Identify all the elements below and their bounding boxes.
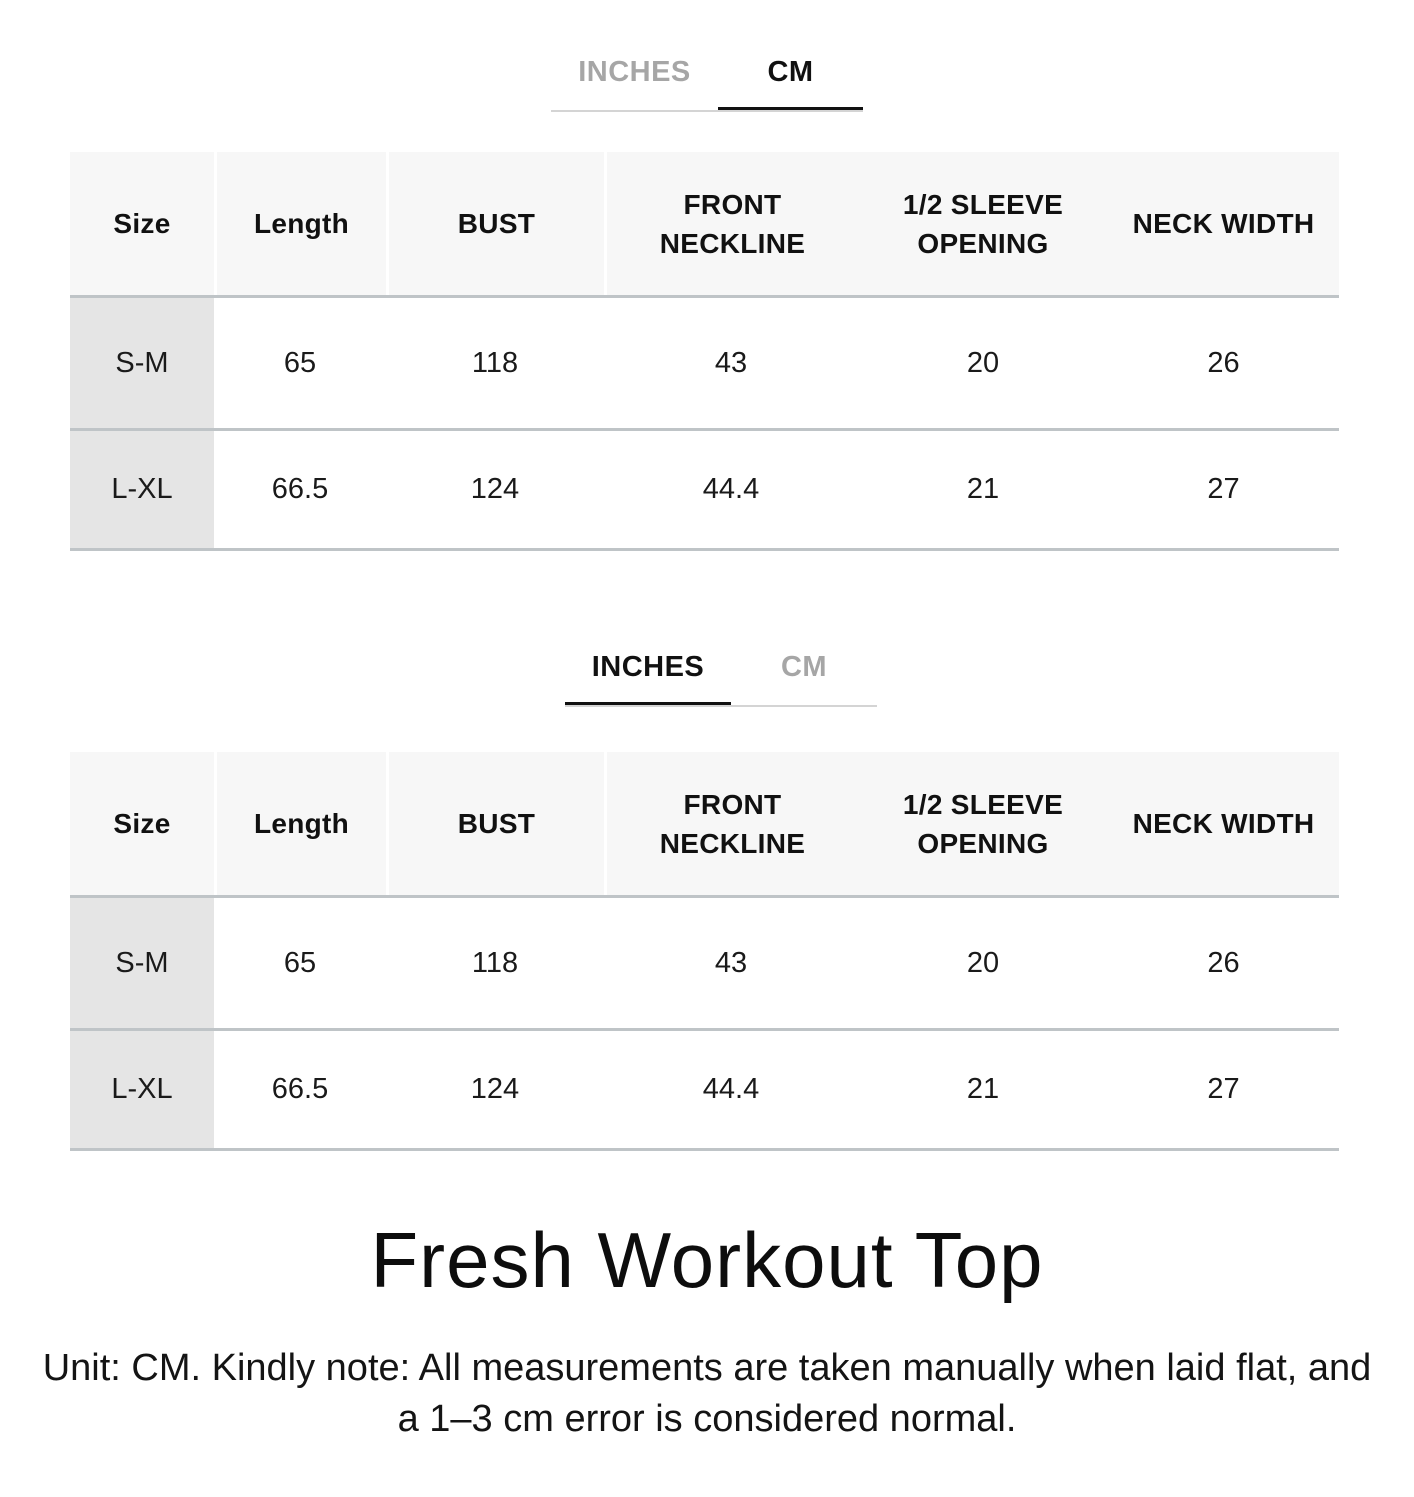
sleeve-opening-cell: 21 <box>966 473 1000 505</box>
header-bust: BUST <box>386 152 604 295</box>
table-row <box>70 1031 1339 1151</box>
length-cell: 65 <box>283 346 317 379</box>
table-header-row <box>70 152 1339 298</box>
size-chart-table <box>70 152 1339 551</box>
length-cell: 66.5 <box>271 1073 329 1105</box>
neck-width-cell: 27 <box>1207 473 1240 505</box>
unit-tabs <box>565 645 877 707</box>
size-cell: S-M <box>70 898 214 1028</box>
header-bust: BUST <box>386 752 604 895</box>
neck-width-cell: 27 <box>1207 1073 1240 1105</box>
table-header-row <box>70 752 1339 898</box>
measurement-note: Unit: CM. Kindly note: All measurements are taken manually when laid flat, and a 1–3 cm error is considered normal. <box>42 1347 1372 1440</box>
tab-cm[interactable]: CM <box>780 651 828 683</box>
header-neck-width: NECK WIDTH <box>1108 152 1339 295</box>
header-sleeve-opening: 1/2 SLEEVE OPENING <box>858 152 1108 295</box>
header-length: Length <box>214 752 386 895</box>
header-length: Length <box>214 152 386 295</box>
length-cell: 66.5 <box>271 473 329 505</box>
sleeve-opening-cell: 20 <box>966 346 1000 379</box>
bust-cell: 124 <box>470 473 520 505</box>
sleeve-opening-cell: 20 <box>966 946 1000 979</box>
front-neckline-cell: 44.4 <box>702 473 760 505</box>
table-row <box>70 298 1339 431</box>
size-cell: L-XL <box>70 1031 214 1148</box>
table-row <box>70 431 1339 551</box>
tab-cm[interactable]: CM <box>718 50 863 110</box>
bust-cell: 124 <box>470 1073 520 1105</box>
neck-width-cell: 26 <box>1207 946 1240 979</box>
sleeve-opening-cell: 21 <box>966 1073 1000 1105</box>
size-cell: L-XL <box>70 431 214 548</box>
front-neckline-cell: 44.4 <box>702 1073 760 1105</box>
header-size: Size <box>70 752 214 895</box>
tab-inches[interactable]: INCHES <box>578 56 691 88</box>
front-neckline-cell: 43 <box>714 346 748 379</box>
bust-cell: 118 <box>471 946 519 979</box>
length-cell: 65 <box>283 946 317 979</box>
header-size: Size <box>70 152 214 295</box>
tab-inches[interactable]: INCHES <box>565 645 731 705</box>
header-front-neckline: FRONT NECKLINE <box>604 152 858 295</box>
header-sleeve-opening: 1/2 SLEEVE OPENING <box>858 752 1108 895</box>
table-row <box>70 898 1339 1031</box>
product-title: Fresh Workout Top <box>370 1216 1044 1304</box>
front-neckline-cell: 43 <box>714 946 748 979</box>
neck-width-cell: 26 <box>1207 346 1240 379</box>
bust-cell: 118 <box>471 346 519 379</box>
size-chart-table <box>70 752 1339 1151</box>
header-neck-width: NECK WIDTH <box>1108 752 1339 895</box>
header-front-neckline: FRONT NECKLINE <box>604 752 858 895</box>
size-cell: S-M <box>70 298 214 428</box>
unit-tabs <box>551 50 863 112</box>
